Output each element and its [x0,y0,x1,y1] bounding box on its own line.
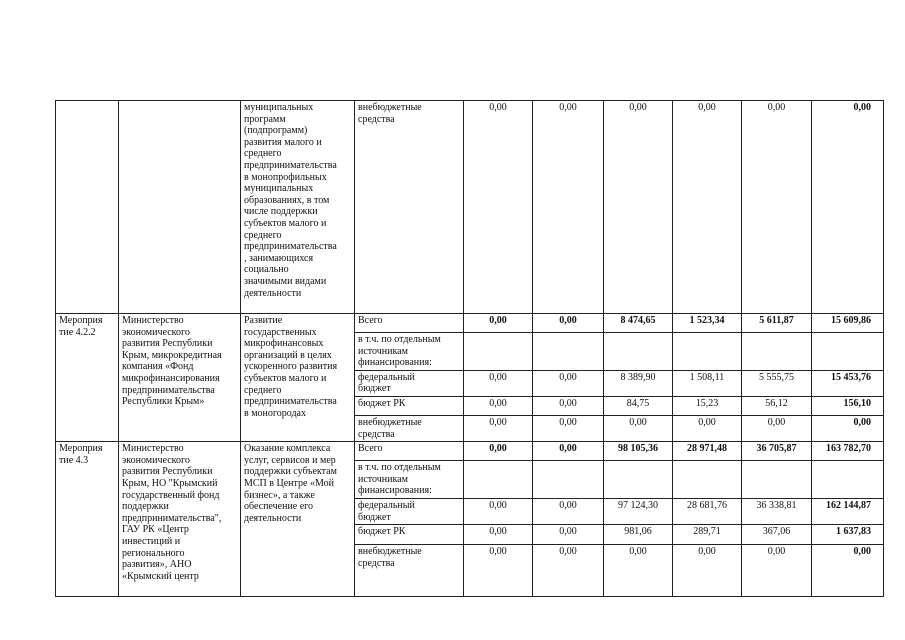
source-cell: в т.ч. по отдельным источникам финансирования: [355,333,464,371]
value-cell: 0,00 [464,314,533,333]
value-cell: 15,23 [673,396,742,415]
source-cell: Всего [355,314,464,333]
value-cell: 28 971,48 [673,442,742,461]
value-cell [742,461,812,499]
table-row [56,101,884,314]
total-cell [812,461,884,499]
total-cell: 15 453,76 [812,370,884,396]
value-cell: 367,06 [742,525,812,545]
value-cell: 0,00 [464,101,533,314]
value-cell: 84,75 [604,396,673,415]
value-cell: 0,00 [464,442,533,461]
value-cell: 0,00 [604,101,673,314]
value-cell [604,461,673,499]
value-cell: 0,00 [533,498,604,524]
value-cell: 5 611,87 [742,314,812,333]
value-cell: 56,12 [742,396,812,415]
value-cell: 0,00 [464,498,533,524]
description-cell: Оказание комплекса услуг, сервисов и мер поддержки субъектам МСП в Центре «Мой бизнес», а также обеспечение его деятельности [241,442,355,597]
value-cell: 0,00 [742,101,812,314]
source-cell: в т.ч. по отдельным источникам финансирования: [355,461,464,499]
value-cell: 981,06 [604,525,673,545]
value-cell: 28 681,76 [673,498,742,524]
table-row [56,442,884,461]
total-cell: 0,00 [812,101,884,314]
description-cell: муниципальных программ (подпрограмм) развития малого и среднего предпринимательства в монопрофильных муниципальных образованиях, в том числе поддержки субъектов малого и среднего предпринимательства , занимающихся социально значимыми видами деятельности [241,101,355,314]
total-cell: 0,00 [812,545,884,597]
value-cell: 0,00 [533,370,604,396]
executor-cell: Министерство экономического развития Республики Крым, НО "Крымский государственный фонд поддержки предпринимательства", ГАУ РК «Центр инвестиций и регионального развития», АНО «Крымский центр [119,442,241,597]
code-cell [56,101,119,314]
value-cell [533,461,604,499]
total-cell: 1 637,83 [812,525,884,545]
source-cell: внебюджетные средства [355,101,464,314]
source-cell: федеральный бюджет [355,498,464,524]
total-cell: 15 609,86 [812,314,884,333]
source-cell: внебюджетные средства [355,415,464,441]
code-cell: Мероприя тие 4.2.2 [56,314,119,442]
executor-cell: Министерство экономического развития Республики Крым, микрокредитная компания «Фонд микрофинансирования предпринимательства Республики Крым» [119,314,241,442]
total-cell: 156,10 [812,396,884,415]
source-cell: Всего [355,442,464,461]
value-cell: 36 338,81 [742,498,812,524]
value-cell: 36 705,87 [742,442,812,461]
value-cell: 0,00 [464,415,533,441]
value-cell: 8 389,90 [604,370,673,396]
value-cell: 289,71 [673,525,742,545]
source-cell: федеральный бюджет [355,370,464,396]
value-cell: 0,00 [604,415,673,441]
description-cell: Развитие государственных микрофинансовых организаций в целях ускоренного развития субъектов малого и среднего предпринимательства в моногородах [241,314,355,442]
value-cell [604,333,673,371]
code-cell: Мероприя тие 4.3 [56,442,119,597]
value-cell: 5 555,75 [742,370,812,396]
value-cell: 0,00 [464,396,533,415]
value-cell [464,461,533,499]
value-cell: 0,00 [533,442,604,461]
budget-table [55,100,884,597]
value-cell [673,333,742,371]
value-cell: 0,00 [673,545,742,597]
value-cell: 0,00 [673,415,742,441]
value-cell: 0,00 [533,415,604,441]
value-cell: 0,00 [464,545,533,597]
value-cell: 0,00 [533,101,604,314]
value-cell: 8 474,65 [604,314,673,333]
value-cell [533,333,604,371]
value-cell: 0,00 [533,396,604,415]
value-cell: 1 523,34 [673,314,742,333]
value-cell: 0,00 [604,545,673,597]
total-cell [812,333,884,371]
value-cell: 0,00 [742,545,812,597]
total-cell: 163 782,70 [812,442,884,461]
value-cell: 97 124,30 [604,498,673,524]
table-row [56,314,884,333]
value-cell [673,461,742,499]
value-cell: 0,00 [533,314,604,333]
source-cell: внебюджетные средства [355,545,464,597]
executor-cell [119,101,241,314]
value-cell [464,333,533,371]
value-cell: 1 508,11 [673,370,742,396]
value-cell: 0,00 [464,525,533,545]
value-cell: 0,00 [464,370,533,396]
total-cell: 0,00 [812,415,884,441]
total-cell: 162 144,87 [812,498,884,524]
source-cell: бюджет РК [355,396,464,415]
value-cell: 98 105,36 [604,442,673,461]
value-cell [742,333,812,371]
value-cell: 0,00 [533,545,604,597]
value-cell: 0,00 [673,101,742,314]
value-cell: 0,00 [533,525,604,545]
source-cell: бюджет РК [355,525,464,545]
value-cell: 0,00 [742,415,812,441]
